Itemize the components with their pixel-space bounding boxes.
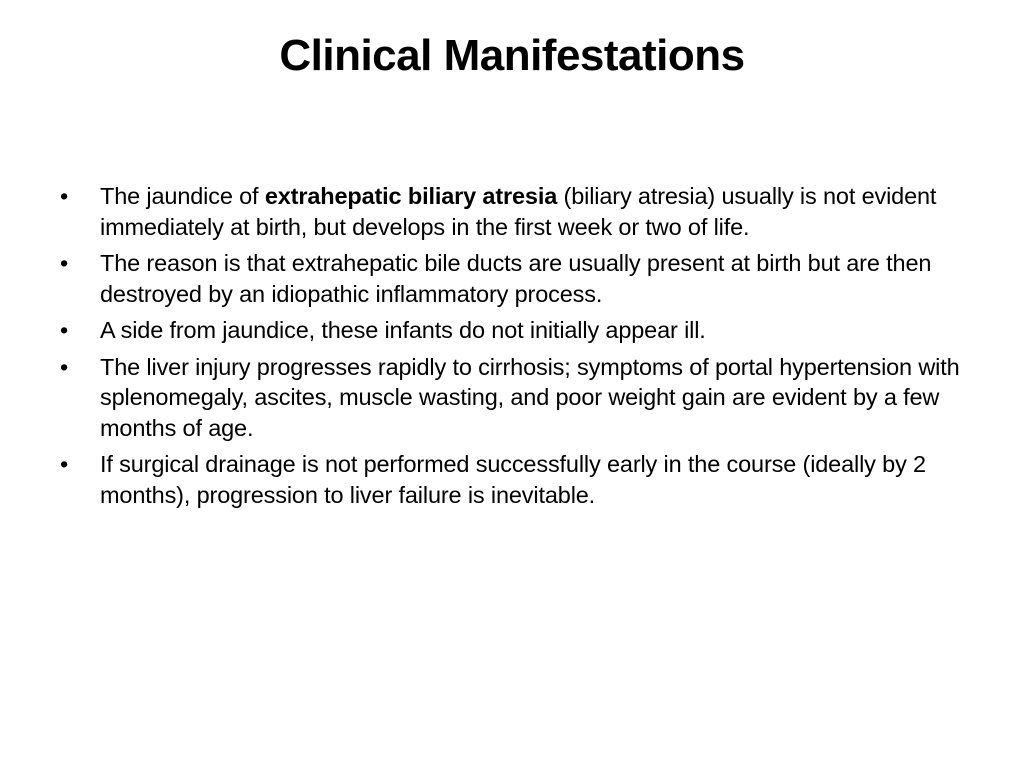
bullet-dot-icon: • [60,250,69,276]
bullet-dot-icon: • [60,353,69,380]
bullet-item [60,449,975,510]
bullet-dot-icon: • [60,183,69,209]
bullet-dot-icon: • [60,451,69,477]
bullet-text: The reason is that extrahepatic bile ducts are usually present at birth but are then destroyed by an idiopathic inflammatory process. [100,250,932,307]
bullet-item [60,248,975,309]
bullet-bold-term: extrahepatic biliary atresia [264,183,558,209]
bullet-text: The liver injury progresses rapidly to cirrhosis; symptoms of portal hypertension with splenomegaly, ascites, muscle wasting, and poor weight gain are evident by a few months of age. [100,353,960,441]
slide-title: Clinical Manifestations [279,31,745,80]
bullet-text: A side from jaundice, these infants do not initially appear ill. [100,317,706,343]
bullet-text-rest: (biliary atresia) usually is not evident immediately at birth, but develops in the first week or two of life. [100,183,937,240]
bullet-text-lead: The jaundice of [100,183,265,209]
bullet-dot-icon: • [60,317,69,343]
bullet-item [60,181,975,242]
bullet-text: If surgical drainage is not performed successfully early in the course (ideally by 2 months), progression to liver failure is inevitable. [100,451,926,508]
bullet-list [60,181,975,516]
bullet-item [60,315,975,346]
bullet-item [60,352,975,444]
